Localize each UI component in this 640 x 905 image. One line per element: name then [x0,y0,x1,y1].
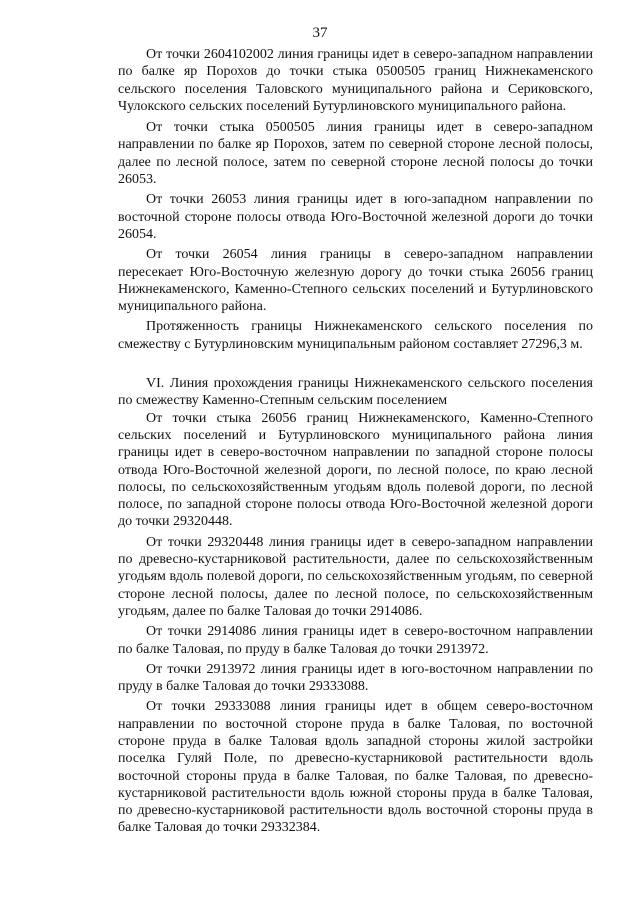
page-number: 37 [312,25,328,41]
document-body [118,46,593,837]
paragraph-6: От точки стыка 26056 границ Нижнекаменского, Каменно-Степного сельских поселений и Бутурлиновского муниципального района линия границы идет в северо-восточном направлении по западной стороне полосы отвода Юго-Восточной железной дороги, по лесной полосе, по краю лесной полосы, по сельскохозяйственным угодьям вдоль полевой дороги, по лесной полосе, по западной стороне полосы отвода Юго-Восточной железной дороги до точки 29320448. [118,410,593,530]
paragraph-8: От точки 2914086 линия границы идет в северо-восточном направлении по балке Таловая, по пруду в балке Таловая до точки 2913972. [118,624,593,657]
paragraph-4: От точки 26054 линия границы в северо-западном направлении пересекает Юго-Восточную железную дорогу до точки стыка 26056 границ Нижнекаменского, Каменно-Степного сельских поселений и Бутурлиновского муниципального района. [118,247,593,315]
paragraph-3: От точки 26053 линия границы идет в юго-западном направлении по восточной стороне полосы отвода Юго-Восточной железной дороги до точки 26054. [118,192,593,242]
section-heading: VI. Линия прохождения границы Нижнекаменского сельского поселения по смежеству Каменно-Степным сельским поселением [118,376,593,409]
paragraph-7: От точки 29320448 линия границы идет в северо-западном направлении по древесно-кустарниковой растительности, далее по сельскохозяйственным угодьям вдоль полевой дороги, по сельскохозяйственным угодьям, по северной стороне лесной полосы, далее по лесной полосе, по сельскохозяйственным угодьям, далее по балке Таловая до точки 2914086. [118,534,593,619]
paragraph-9: От точки 2913972 линия границы идет в юго-восточном направлении по пруду в балке Таловая до точки 29333088. [118,661,593,695]
paragraph-5: Протяженность границы Нижнекаменского сельского поселения по смежеству с Бутурлиновским муниципальным районом составляет 27296,3 м. [118,319,593,352]
paragraph-10: От точки 29333088 линия границы идет в общем северо-восточном направлении по восточной стороне пруда в балке Таловая, по восточной стороне пруда в балке Таловая вдоль западной стороны жилой застройки поселка Гуляй Поле, по древесно-кустарниковой растительности вдоль восточной стороны пруда в балке Таловая, по балке Таловая, по древесно-кустарниковой растительности вдоль южной стороны пруда в балке Таловая, по древесно-кустарниковой растительности вдоль восточной стороны пруда в балке Таловая до точки 29332384. [118,699,593,836]
paragraph-1: От точки 2604102002 линия границы идет в северо-западном направлении по балке яр Порохов до точки стыка 0500505 границ Нижнекаменского сельского поселения Таловского муниципального района и Сериковского, Чулокского сельских поселений Бутурлиновского муниципального района. [118,47,593,114]
paragraph-2: От точки стыка 0500505 линия границы идет в северо-западном направлении по балке яр Порохов, затем по северной стороне лесной полосы, далее по лесной полосе, затем по северной стороне лесной полосы до точки 26053. [118,120,593,188]
